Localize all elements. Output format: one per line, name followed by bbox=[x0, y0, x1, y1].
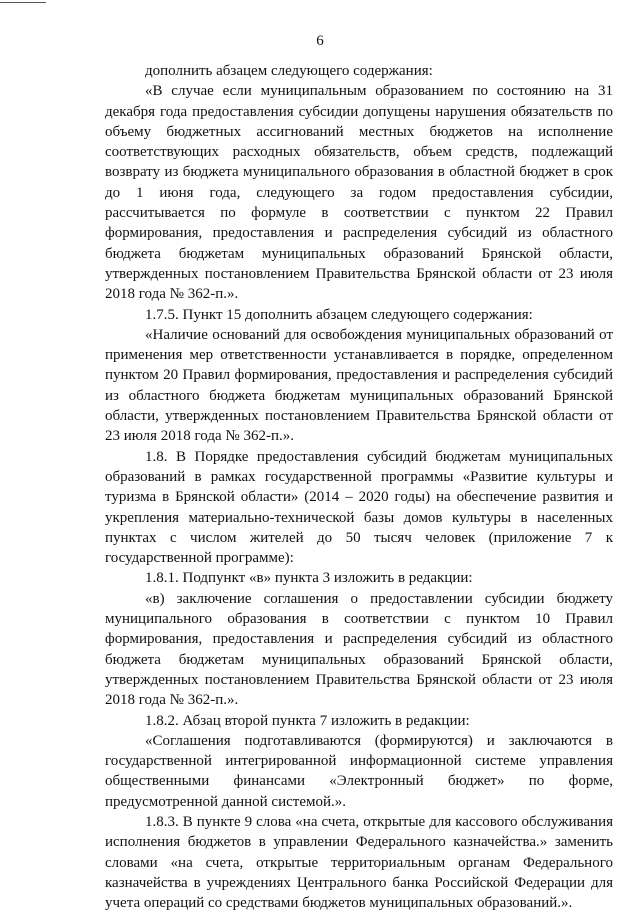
top-rule bbox=[0, 2, 46, 3]
paragraph: «Соглашения подготавливаются (формируются) и заключаются в государственной интегрированной информационной системе управления общественными финансами «Электронный бюджет» по форме, предусмотренной данной системой.». bbox=[105, 732, 613, 810]
paragraph: «в) заключение соглашения о предоставлении субсидии бюджету муниципального образования в соответствии с пунктом 10 Правил формирования, предоставления и распределения субсидий из областного бюджета бюджетам муниципальных образований Брянской области, утвержденных постановлением Правительства Брянской области от 23 июля 2018 года № 362-п.». bbox=[105, 590, 613, 709]
paragraph: 1.8.2. Абзац второй пункта 7 изложить в редакции: bbox=[145, 712, 470, 729]
paragraph: 1.7.5. Пункт 15 дополнить абзацем следующего содержания: bbox=[145, 306, 533, 323]
paragraph: «Наличие оснований для освобождения муниципальных образований от применения мер ответственности устанавливается в порядке, определенном пунктом 20 Правил формирования, предоставления и распределения субсидий из областного бюджета бюджетам муниципальных образований Брянской области, утвержденных постановлением Правительства Брянской области от 23 июля 2018 года № 362-п.». bbox=[105, 326, 613, 445]
document-body bbox=[105, 61, 613, 913]
paragraph: дополнить абзацем следующего содержания: bbox=[145, 63, 433, 79]
paragraph: 1.8.3. В пункте 9 слова «на счета, открытые для кассового обслуживания исполнения бюджетов в управлении Федерального казначейства.» заменить словами «на счета, открытые территориальным органам Федерального казначейства в учреждениях Центрального банка Российской Федерации для учета операций со средствами бюджетов муниципальных образований.». bbox=[105, 813, 613, 912]
paragraph: 1.8.1. Подпункт «в» пункта 3 изложить в редакции: bbox=[145, 570, 473, 587]
page-number: 6 bbox=[316, 33, 324, 49]
paragraph: 1.8. В Порядке предоставления субсидий бюджетам муниципальных образований в рамках государственной программы «Развитие культуры и туризма в Брянской области» (2014 – 2020 годы) на обеспечение развития и укрепления материально-технической базы домов культуры в населенных пунктах с числом жителей до 50 тысяч человек (приложение 7 к государственной программе): bbox=[105, 448, 613, 567]
paragraph: «В случае если муниципальным образованием по состоянию на 31 декабря года предоставления субсидии допущены нарушения обязательств по объему бюджетных ассигнований местных бюджетов на исполнение соответствующих расходных обязательств, объем средств, подлежащий возврату из бюджета муниципального образования в областной бюджет в срок до 1 июня года, следующего за годом предоставления субсидии, рассчитывается по формуле в соответствии с пунктом 22 Правил формирования, предоставления и распределения субсидий из областного бюджета бюджетам муниципальных образований Брянской области, утвержденных постановлением Правительства Брянской области от 23 июля 2018 года № 362-п.». bbox=[105, 83, 613, 303]
